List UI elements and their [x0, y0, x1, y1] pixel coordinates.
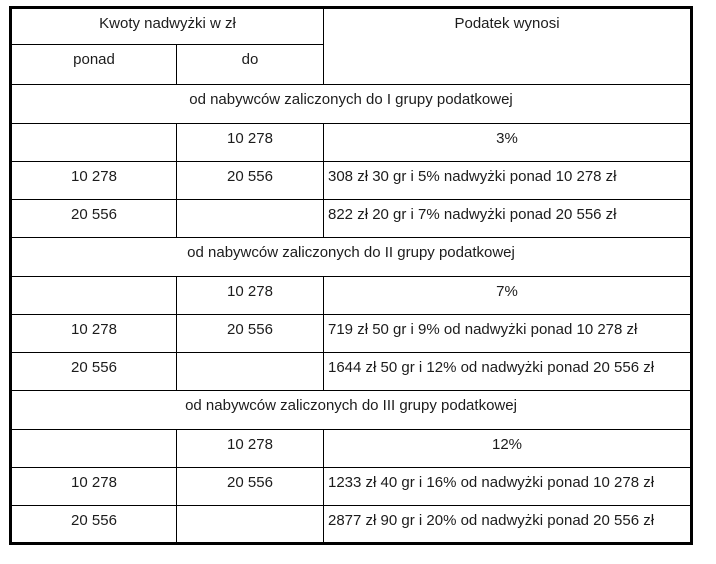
- cell-tax: 3%: [324, 124, 692, 162]
- cell-over: [11, 430, 177, 468]
- cell-to: 20 556: [177, 468, 324, 506]
- tax-brackets-table: [9, 6, 693, 545]
- cell-tax: 308 zł 30 gr i 5% nadwyżki ponad 10 278 zł: [324, 162, 692, 200]
- cell-to: [177, 200, 324, 238]
- section-header-group-3: [11, 391, 692, 430]
- cell-over: 10 278: [11, 162, 177, 200]
- table-row: [11, 200, 692, 238]
- cell-to: [177, 506, 324, 544]
- header-row-1: [11, 8, 692, 45]
- header-to: do: [177, 45, 324, 85]
- table-row: [11, 277, 692, 315]
- cell-over: 10 278: [11, 468, 177, 506]
- table-row: [11, 430, 692, 468]
- header-over: ponad: [11, 45, 177, 85]
- cell-to: 10 278: [177, 430, 324, 468]
- cell-to: [177, 353, 324, 391]
- header-tax: Podatek wynosi: [324, 8, 692, 85]
- cell-over: 20 556: [11, 506, 177, 544]
- section-header-group-1: [11, 85, 692, 124]
- cell-over: 20 556: [11, 200, 177, 238]
- table-row: [11, 124, 692, 162]
- table-row: [11, 506, 692, 544]
- cell-tax: 1233 zł 40 gr i 16% od nadwyżki ponad 10 278 zł: [324, 468, 692, 506]
- cell-tax: 822 zł 20 gr i 7% nadwyżki ponad 20 556 zł: [324, 200, 692, 238]
- header-amounts: Kwoty nadwyżki w zł: [11, 8, 324, 45]
- cell-tax: 12%: [324, 430, 692, 468]
- cell-to: 10 278: [177, 277, 324, 315]
- cell-over: [11, 277, 177, 315]
- cell-tax: 1644 zł 50 gr i 12% od nadwyżki ponad 20 556 zł: [324, 353, 692, 391]
- cell-tax: 7%: [324, 277, 692, 315]
- table-row: [11, 162, 692, 200]
- table-row: [11, 353, 692, 391]
- cell-to: 20 556: [177, 315, 324, 353]
- section-header-group-2: [11, 238, 692, 277]
- table-row: [11, 468, 692, 506]
- section-title: od nabywców zaliczonych do III grupy podatkowej: [11, 391, 692, 430]
- cell-tax: 719 zł 50 gr i 9% od nadwyżki ponad 10 278 zł: [324, 315, 692, 353]
- section-title: od nabywców zaliczonych do I grupy podatkowej: [11, 85, 692, 124]
- cell-to: 20 556: [177, 162, 324, 200]
- table-row: [11, 315, 692, 353]
- cell-over: 10 278: [11, 315, 177, 353]
- cell-tax: 2877 zł 90 gr i 20% od nadwyżki ponad 20 556 zł: [324, 506, 692, 544]
- cell-to: 10 278: [177, 124, 324, 162]
- cell-over: 20 556: [11, 353, 177, 391]
- section-title: od nabywców zaliczonych do II grupy podatkowej: [11, 238, 692, 277]
- cell-over: [11, 124, 177, 162]
